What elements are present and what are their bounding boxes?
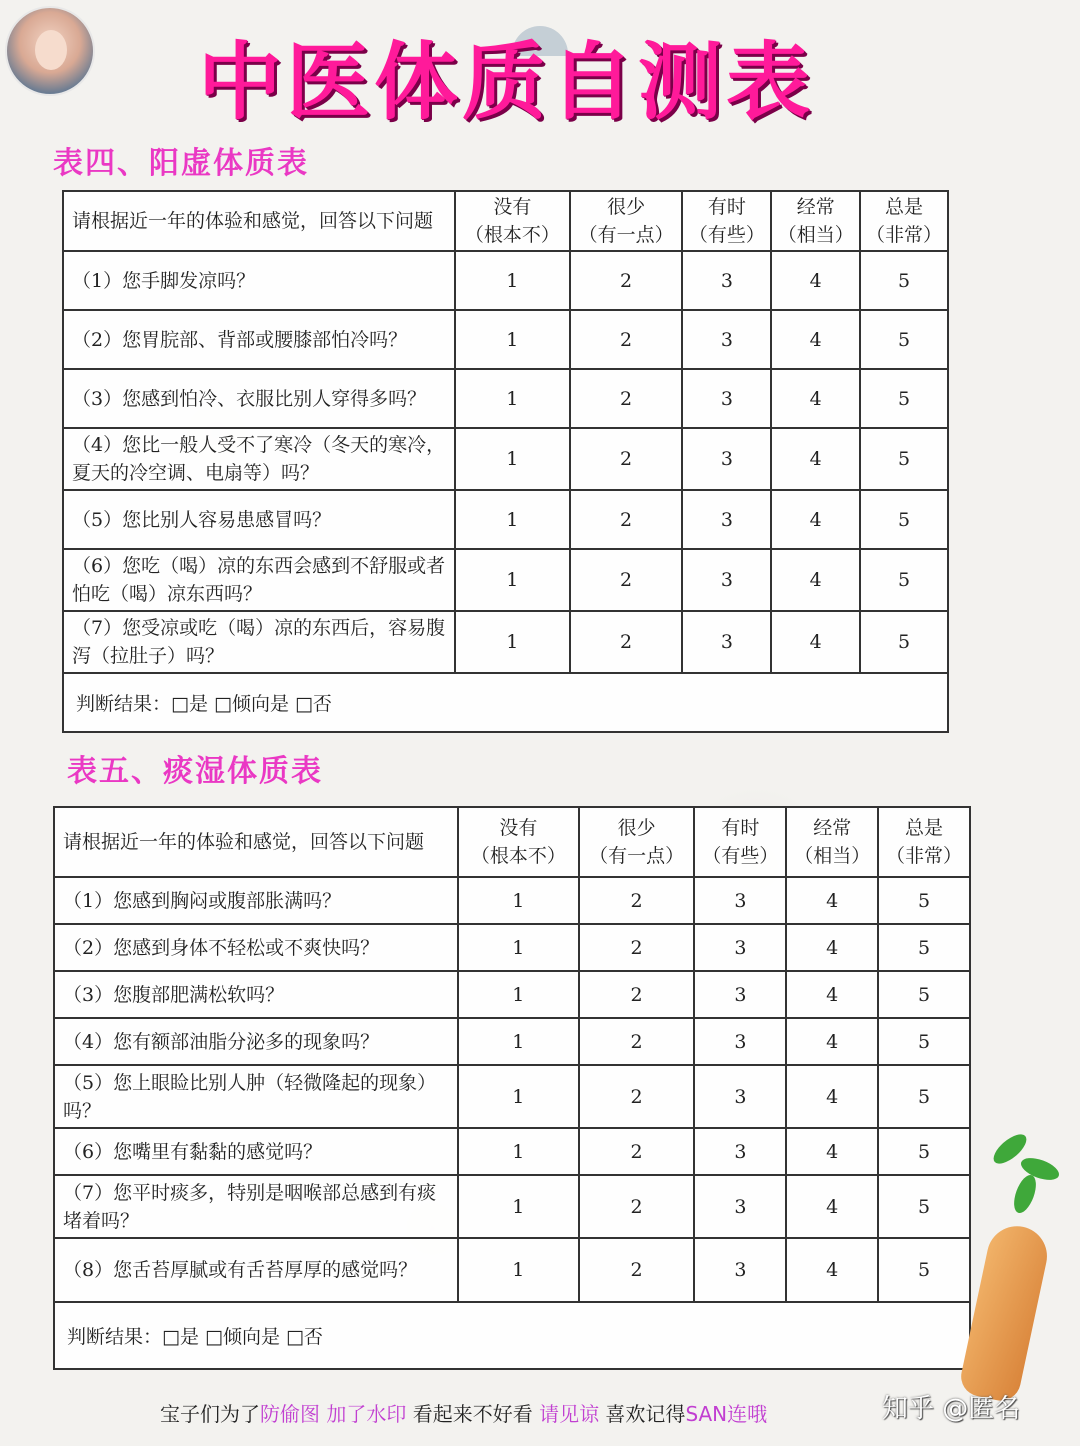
score-option[interactable]: 2: [570, 369, 683, 428]
score-option[interactable]: 3: [694, 971, 786, 1018]
table-row: [63, 490, 948, 549]
score-option[interactable]: 3: [694, 1065, 786, 1128]
table-row: [63, 611, 948, 673]
score-option[interactable]: 3: [682, 611, 771, 673]
column-header: 有时 （有些）: [682, 191, 771, 251]
score-option[interactable]: 1: [458, 1018, 579, 1065]
table5-heading: 表五、痰湿体质表: [67, 754, 323, 789]
score-option[interactable]: 1: [458, 877, 579, 924]
result-row: [54, 1302, 970, 1369]
column-header: 没有 （根本不）: [455, 191, 570, 251]
score-option[interactable]: 2: [570, 549, 683, 611]
score-option[interactable]: 3: [682, 428, 771, 490]
zhihu-watermark: 知乎 @匿名: [882, 1394, 1021, 1424]
question-text: （4）您比一般人受不了寒冷（冬天的寒冷，夏天的冷空调、电扇等）吗？: [63, 428, 455, 490]
score-option[interactable]: 2: [570, 310, 683, 369]
score-option[interactable]: 4: [786, 877, 878, 924]
score-option[interactable]: 4: [786, 1175, 878, 1238]
score-option[interactable]: 3: [694, 877, 786, 924]
score-option[interactable]: 5: [860, 549, 948, 611]
score-option[interactable]: 4: [786, 1065, 878, 1128]
question-text: （6）您吃（喝）凉的东西会感到不舒服或者怕吃（喝）凉东西吗？: [63, 549, 455, 611]
score-option[interactable]: 3: [682, 369, 771, 428]
score-option[interactable]: 4: [786, 1238, 878, 1302]
table-row: [54, 1128, 970, 1175]
score-option[interactable]: 2: [579, 877, 695, 924]
question-text: （1）您手脚发凉吗？: [63, 251, 455, 310]
score-option[interactable]: 5: [860, 251, 948, 310]
question-text: （5）您比别人容易患感冒吗？: [63, 490, 455, 549]
score-option[interactable]: 1: [458, 924, 579, 971]
score-option[interactable]: 5: [860, 611, 948, 673]
score-option[interactable]: 2: [579, 1065, 695, 1128]
score-option[interactable]: 5: [878, 1238, 970, 1302]
score-option[interactable]: 4: [771, 611, 860, 673]
column-header: 总是 （非常）: [878, 807, 970, 877]
phlegm-dampness-table: [53, 806, 971, 1370]
score-option[interactable]: 3: [682, 549, 771, 611]
score-option[interactable]: 4: [771, 310, 860, 369]
score-option[interactable]: 3: [682, 251, 771, 310]
table-row: [63, 549, 948, 611]
footer-note: 宝子们为了防偷图 加了水印 看起来不好看 请见谅 喜欢记得SAN连哦: [160, 1402, 768, 1426]
question-text: （3）您感到怕冷、衣服比别人穿得多吗？: [63, 369, 455, 428]
score-option[interactable]: 5: [878, 877, 970, 924]
score-option[interactable]: 4: [786, 924, 878, 971]
table-row: [63, 369, 948, 428]
score-option[interactable]: 1: [455, 310, 570, 369]
table-row: [54, 1238, 970, 1302]
column-header: 经常 （相当）: [786, 807, 878, 877]
score-option[interactable]: 3: [682, 310, 771, 369]
score-option[interactable]: 4: [786, 1128, 878, 1175]
result-row: [63, 673, 948, 732]
table-row: [63, 251, 948, 310]
table-header-row: [54, 807, 970, 877]
score-option[interactable]: 2: [570, 611, 683, 673]
score-option[interactable]: 5: [878, 1018, 970, 1065]
score-option[interactable]: 4: [771, 490, 860, 549]
score-option[interactable]: 5: [878, 1175, 970, 1238]
score-option[interactable]: 2: [579, 1238, 695, 1302]
score-option[interactable]: 1: [458, 1175, 579, 1238]
table-row: [54, 971, 970, 1018]
score-option[interactable]: 2: [579, 1128, 695, 1175]
column-header: 很少 （有一点）: [570, 191, 683, 251]
ginseng-illustration: [957, 1221, 1052, 1405]
score-option[interactable]: 2: [579, 1175, 695, 1238]
score-option[interactable]: 1: [455, 490, 570, 549]
score-option[interactable]: 2: [570, 490, 683, 549]
score-option[interactable]: 4: [771, 549, 860, 611]
score-option[interactable]: 1: [455, 369, 570, 428]
score-option[interactable]: 1: [455, 428, 570, 490]
yang-deficiency-table: [62, 190, 949, 733]
score-option[interactable]: 3: [694, 1128, 786, 1175]
table-row: [54, 924, 970, 971]
score-option[interactable]: 5: [878, 924, 970, 971]
score-option[interactable]: 3: [694, 924, 786, 971]
column-header: 没有 （根本不）: [458, 807, 579, 877]
result-text[interactable]: 判断结果：□是 □倾向是 □否: [54, 1302, 970, 1369]
score-option[interactable]: 2: [579, 971, 695, 1018]
score-option[interactable]: 5: [860, 310, 948, 369]
table-row: [54, 1018, 970, 1065]
column-header: 经常 （相当）: [771, 191, 860, 251]
question-text: （7）您受凉或吃（喝）凉的东西后，容易腹泻（拉肚子）吗？: [63, 611, 455, 673]
score-option[interactable]: 5: [860, 428, 948, 490]
question-text: （4）您有额部油脂分泌多的现象吗？: [54, 1018, 458, 1065]
score-option[interactable]: 4: [771, 251, 860, 310]
score-option[interactable]: 2: [570, 428, 683, 490]
score-option[interactable]: 2: [579, 1018, 695, 1065]
table-intro: 请根据近一年的体验和感觉，回答以下问题: [54, 807, 458, 877]
table-header-row: [63, 191, 948, 251]
score-option[interactable]: 4: [771, 369, 860, 428]
table-row: [63, 428, 948, 490]
column-header: 很少 （有一点）: [579, 807, 695, 877]
table-row: [54, 877, 970, 924]
table-row: [54, 1065, 970, 1128]
score-option[interactable]: 1: [458, 1128, 579, 1175]
question-text: （8）您舌苔厚腻或有舌苔厚厚的感觉吗？: [54, 1238, 458, 1302]
author-avatar: [5, 6, 95, 96]
score-option[interactable]: 2: [570, 251, 683, 310]
score-option[interactable]: 1: [458, 1065, 579, 1128]
ginseng-leaf: [1010, 1172, 1041, 1216]
score-option[interactable]: 5: [878, 1128, 970, 1175]
table-row: [63, 310, 948, 369]
question-text: （7）您平时痰多，特别是咽喉部总感到有痰堵着吗？: [54, 1175, 458, 1238]
score-option[interactable]: 2: [579, 924, 695, 971]
score-option[interactable]: 1: [455, 549, 570, 611]
column-header: 总是 （非常）: [860, 191, 948, 251]
question-text: （6）您嘴里有黏黏的感觉吗？: [54, 1128, 458, 1175]
column-header: 有时 （有些）: [694, 807, 786, 877]
score-option[interactable]: 1: [458, 1238, 579, 1302]
avatar-face: [35, 30, 67, 70]
score-option[interactable]: 5: [860, 369, 948, 428]
result-text[interactable]: 判断结果：□是 □倾向是 □否: [63, 673, 948, 732]
question-text: （2）您胃脘部、背部或腰膝部怕冷吗？: [63, 310, 455, 369]
score-option[interactable]: 1: [458, 971, 579, 1018]
question-text: （1）您感到胸闷或腹部胀满吗？: [54, 877, 458, 924]
score-option[interactable]: 3: [682, 490, 771, 549]
question-text: （3）您腹部肥满松软吗？: [54, 971, 458, 1018]
page-title: 中医体质自测表: [198, 33, 815, 131]
score-option[interactable]: 1: [455, 251, 570, 310]
score-option[interactable]: 3: [694, 1238, 786, 1302]
score-option[interactable]: 4: [786, 1018, 878, 1065]
question-text: （2）您感到身体不轻松或不爽快吗？: [54, 924, 458, 971]
score-option[interactable]: 1: [455, 611, 570, 673]
score-option[interactable]: 5: [878, 1065, 970, 1128]
score-option[interactable]: 4: [771, 428, 860, 490]
question-text: （5）您上眼睑比别人肿（轻微隆起的现象）吗？: [54, 1065, 458, 1128]
score-option[interactable]: 5: [878, 971, 970, 1018]
score-option[interactable]: 4: [786, 971, 878, 1018]
score-option[interactable]: 5: [860, 490, 948, 549]
score-option[interactable]: 3: [694, 1175, 786, 1238]
score-option[interactable]: 3: [694, 1018, 786, 1065]
table-intro: 请根据近一年的体验和感觉，回答以下问题: [63, 191, 455, 251]
table-row: [54, 1175, 970, 1238]
table4-heading: 表四、阳虚体质表: [53, 146, 309, 181]
